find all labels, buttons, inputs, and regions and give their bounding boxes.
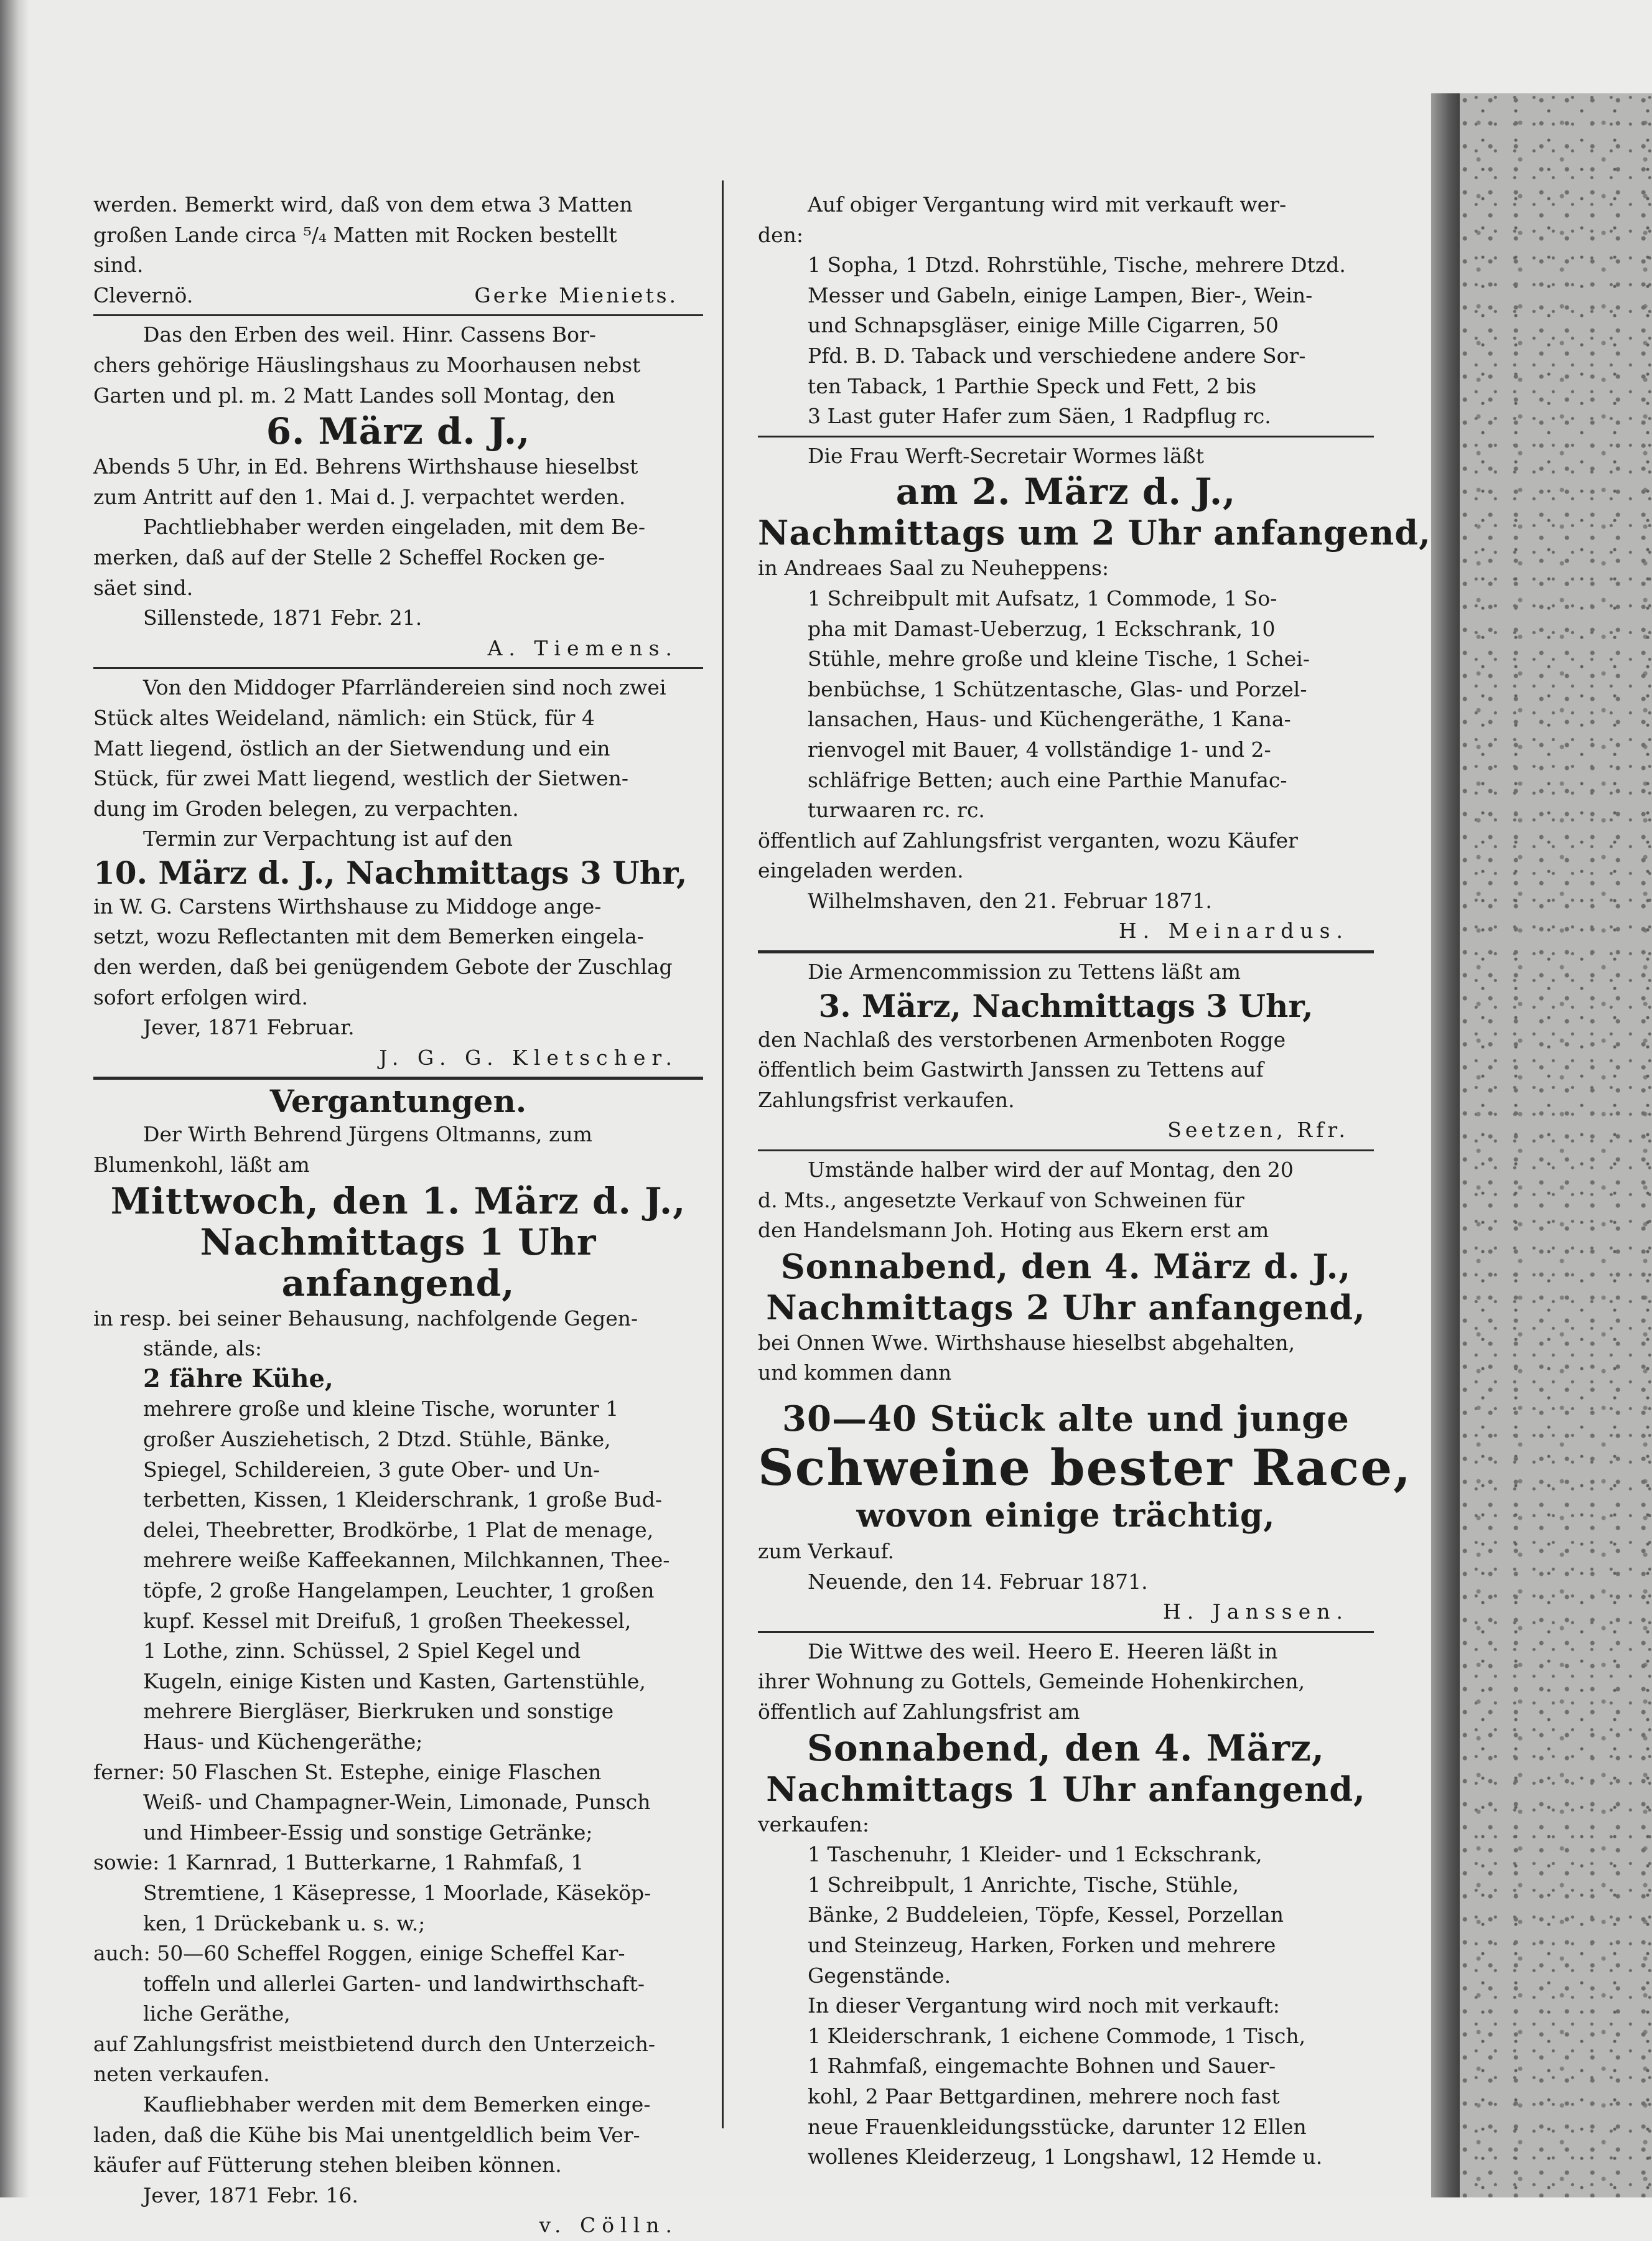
auction-time: Nachmittags um 2 Uhr anfangend, [758, 513, 1431, 553]
notice-separator [758, 1631, 1374, 1633]
item-line: liche Geräthe, [143, 2001, 291, 2026]
scan-left-edge [0, 0, 29, 2197]
notice-separator [758, 950, 1374, 953]
item-line: 1 Schreibpult, 1 Anrichte, Tische, Stühle, [808, 1872, 1239, 1897]
item-line: 1 Lothe, zinn. Schüssel, 2 Spiel Kegel und [143, 1639, 581, 1663]
item-line: und Himbeer-Essig und sonstige Getränke; [143, 1820, 593, 1845]
item-line: kohl, 2 Paar Bettgardinen, mehrere noch fast [808, 2084, 1280, 2108]
item-line: neue Frauenkleidungsstücke, darunter 12 Ellen [808, 2114, 1307, 2139]
notice-meinardus [758, 441, 1431, 947]
place-date: Jever, 1871 Februar. [143, 1015, 355, 1040]
text-line: den: [758, 222, 804, 247]
livestock-headline-large: Schweine bester Race, [758, 1438, 1412, 1497]
item-line: töpfe, 2 große Hangelampen, Leuchter, 1 großen [143, 1578, 655, 1602]
item-line: auch: 50—60 Scheffel Roggen, einige Scheffel Kar- [93, 1941, 625, 1966]
text-line: eingeladen werden. [758, 858, 964, 883]
text-line: den Nachlaß des verstorbenen Armenboten Rogge [758, 1027, 1286, 1052]
auction-date: Sonnabend, den 4. März, [806, 1726, 1325, 1769]
signature: A. Tiemens. [487, 635, 678, 660]
notice-kletscher [93, 673, 703, 1073]
text-line: dung im Groden belegen, zu verpachten. [93, 796, 519, 821]
notice-separator [758, 1149, 1374, 1151]
text-line: Die Frau Werft-Secretair Wormes läßt [808, 443, 1205, 468]
text-line: und kommen dann [758, 1360, 952, 1385]
notice-tiemens [93, 320, 703, 663]
item-line: 3 Last guter Hafer zum Säen, 1 Radpflug rc. [808, 404, 1271, 429]
text-line: öffentlich auf Zahlungsfrist verganten, wozu Käufer [758, 828, 1298, 853]
text-line: Zahlungsfrist verkaufen. [758, 1087, 1015, 1112]
signature: Gerke Mieniets. [474, 283, 678, 307]
item-line: ken, 1 Drückebank u. s. w.; [143, 1911, 426, 1935]
item-line: 1 Kleiderschrank, 1 eichene Commode, 1 Tisch, [808, 2023, 1306, 2048]
text-line: Die Wittwe des weil. Heero E. Heeren läßt in [808, 1639, 1278, 1663]
notice-heeren [758, 1637, 1374, 2173]
text-line: werden. Bemerkt wird, daß von dem etwa 3 Matten [93, 192, 633, 217]
item-line: großer Ausziehetisch, 2 Dtzd. Stühle, Bänke, [143, 1427, 611, 1451]
text-line: Blumenkohl, läßt am [93, 1153, 310, 1177]
text-line: Die Armencommission zu Tettens läßt am [808, 960, 1241, 985]
text-line: Von den Middoger Pfarrländereien sind noch zwei [143, 675, 666, 700]
item-line: mehrere weiße Kaffeekannen, Milchkannen, Thee- [143, 1548, 670, 1573]
auction-date: 10. März d. J., Nachmittags 3 Uhr, [93, 854, 688, 891]
place-date: Neuende, den 14. Februar 1871. [808, 1569, 1148, 1594]
notice-seetzen [758, 957, 1374, 1146]
livestock-subline: wovon einige trächtig, [856, 1497, 1276, 1535]
text-line: Matt liegend, östlich an der Sietwendung und ein [93, 736, 610, 760]
column-divider [722, 180, 724, 2128]
text-line: setzt, wozu Reflectanten mit dem Bemerken eingela- [93, 924, 644, 949]
text-line: verkaufen: [758, 1812, 869, 1836]
item-line: Bänke, 2 Buddeleien, Töpfe, Kessel, Porzellan [808, 1902, 1284, 1927]
text-line: Das den Erben des weil. Hinr. Cassens Bor- [143, 322, 596, 347]
item-line: 1 Rahmfaß, eingemachte Bohnen und Sauer- [808, 2054, 1276, 2079]
item-line: 1 Schreibpult mit Aufsatz, 1 Commode, 1 So- [808, 586, 1277, 611]
item-highlight: 2 fähre Kühe, [143, 1364, 334, 1393]
notice-separator [93, 667, 703, 669]
text-line: chers gehörige Häuslingshaus zu Moorhausen nebst [93, 352, 641, 377]
item-line: 1 Taschenuhr, 1 Kleider- und 1 Eckschrank, [808, 1842, 1262, 1867]
item-line: ferner: 50 Flaschen St. Estephe, einige Flaschen [93, 1759, 602, 1784]
page-edge-shadow [1431, 93, 1462, 2197]
item-line: sowie: 1 Karnrad, 1 Butterkarne, 1 Rahmfaß, 1 [93, 1850, 584, 1875]
auction-date: Mittwoch, den 1. März d. J., [110, 1179, 686, 1222]
text-line: bei Onnen Wwe. Wirthshause hieselbst abgehalten, [758, 1330, 1295, 1355]
text-line: in W. G. Carstens Wirthshause zu Middoge ange- [93, 894, 602, 919]
item-line: delei, Theebretter, Brodkörbe, 1 Plat de menage, [143, 1517, 654, 1542]
text-line: Stück altes Weideland, nämlich: ein Stück, für 4 [93, 705, 595, 730]
text-line: in resp. bei seiner Behausung, nachfolgende Gegen- [93, 1306, 638, 1331]
signature: J. G. G. Kletscher. [379, 1045, 678, 1070]
left-column [93, 190, 703, 2241]
item-line: und Steinzeug, Harken, Forken und mehrere [808, 1932, 1276, 1957]
scan-background-top [1460, 0, 1652, 93]
auction-date: am 2. März d. J., [895, 470, 1236, 513]
auction-date: Sonnabend, den 4. März d. J., [780, 1246, 1351, 1286]
notice-separator [758, 436, 1374, 437]
text-line: zum Antritt auf den 1. Mai d. J. verpachtet werden. [93, 484, 626, 509]
text-line: öffentlich beim Gastwirth Janssen zu Tettens auf [758, 1057, 1264, 1082]
auction-time: Nachmittags 2 Uhr anfangend, [766, 1287, 1366, 1327]
text-line: den Handelsmann Joh. Hoting aus Ekern erst am [758, 1218, 1269, 1243]
item-line: 1 Sopha, 1 Dtzd. Rohrstühle, Tische, mehrere Dtzd. [808, 253, 1346, 278]
item-line: wollenes Kleiderzeug, 1 Longshawl, 12 Hemde u. [808, 2145, 1323, 2169]
section-separator [93, 1077, 703, 1080]
item-line: mehrere große und kleine Tische, worunter 1 [143, 1397, 619, 1421]
item-line: Gegenstände. [808, 1963, 951, 1988]
auction-date: 6. März d. J., [266, 410, 531, 453]
text-line: den werden, daß bei genügendem Gebote der Zuschlag [93, 955, 673, 980]
text-line: Termin zur Verpachtung ist auf den [143, 826, 513, 851]
text-line: säet sind. [93, 575, 194, 600]
text-line: zum Verkauf. [758, 1539, 894, 1563]
item-line: benbüchse, 1 Schützentasche, Glas- und Porzel- [808, 676, 1307, 701]
item-line: Stremtiene, 1 Käsepresse, 1 Moorlade, Käseköp- [143, 1880, 651, 1905]
text-line: käufer auf Fütterung stehen bleiben können. [93, 2153, 562, 2178]
text-line: Umstände halber wird der auf Montag, den 20 [808, 1158, 1294, 1182]
text-line: stände, als: [143, 1336, 263, 1361]
text-line: Pachtliebhaber werden eingeladen, mit dem Be- [143, 515, 646, 540]
text-line: öffentlich auf Zahlungsfrist am [758, 1699, 1080, 1724]
item-line: Kugeln, einige Kisten und Kasten, Gartenstühle, [143, 1668, 646, 1693]
text-line: Stück, für zwei Matt liegend, westlich der Sietwen- [93, 766, 628, 791]
notice-separator [93, 314, 703, 316]
item-line: Messer und Gabeln, einige Lampen, Bier-, Wein- [808, 283, 1313, 307]
text-line: In dieser Vergantung wird noch mit verkauft: [808, 1993, 1280, 2018]
livestock-headline: 30—40 Stück alte und junge [782, 1398, 1350, 1439]
notice-mieniets [93, 190, 703, 311]
text-line: großen Lande circa ⁵/₄ Matten mit Rocken bestellt [93, 222, 617, 247]
item-line: Weiß- und Champagner-Wein, Limonade, Punsch [143, 1790, 651, 1815]
right-column [758, 190, 1431, 2173]
item-line: turwaaren rc. rc. [808, 798, 985, 823]
text-line: Garten und pl. m. 2 Matt Landes soll Montag, den [93, 383, 615, 408]
item-line: Haus- und Küchengeräthe; [143, 1729, 423, 1754]
text-line: in Andreaes Saal zu Neuheppens: [758, 556, 1109, 581]
item-line: toffeln und allerlei Garten- und landwirthschaft- [143, 1971, 645, 1996]
text-line: ihrer Wohnung zu Gottels, Gemeinde Hohenkirchen, [758, 1669, 1305, 1694]
text-line: Abends 5 Uhr, in Ed. Behrens Wirthshause hieselbst [93, 454, 638, 479]
item-line: Stühle, mehre große und kleine Tische, 1 Schei- [808, 647, 1310, 671]
auction-date: 3. März, Nachmittags 3 Uhr, [818, 987, 1314, 1024]
section-heading: Vergantungen. [269, 1083, 527, 1120]
text-line: Der Wirth Behrend Jürgens Oltmanns, zum [143, 1122, 592, 1147]
signature: v. Cölln. [539, 2213, 678, 2238]
item-line: pha mit Damast-Ueberzug, 1 Eckschrank, 10 [808, 616, 1276, 641]
signature: H. Janssen. [1162, 1599, 1349, 1624]
item-line: rienvogel mit Bauer, 4 vollständige 1- und 2- [808, 737, 1271, 762]
text-line: merken, daß auf der Stelle 2 Scheffel Rocken ge- [93, 545, 605, 569]
text-line: Kaufliebhaber werden mit dem Bemerken einge- [143, 2092, 651, 2117]
book-cover-board [1460, 93, 1652, 2197]
item-line: und Schnapsgläser, einige Mille Cigarren, 50 [808, 313, 1279, 338]
place-signature-row [93, 281, 703, 311]
text-line: laden, daß die Kühe bis Mai unentgeldlich beim Ver- [93, 2122, 640, 2147]
auction-time: Nachmittags 1 Uhr anfangend, [200, 1220, 597, 1304]
notice-additional-items [758, 190, 1374, 432]
text-line: d. Mts., angesetzte Verkauf von Schweinen für [758, 1187, 1244, 1212]
signature: Seetzen, Rfr. [1167, 1118, 1349, 1143]
notice-coelln [93, 1083, 703, 2241]
text-line: sind. [93, 253, 144, 278]
notice-janssen [758, 1155, 1412, 1627]
auction-time: Nachmittags 1 Uhr anfangend, [766, 1769, 1366, 1809]
text-line: neten verkaufen. [93, 2062, 270, 2087]
item-line: kupf. Kessel mit Dreifuß, 1 großen Theekessel, [143, 1608, 632, 1633]
text-line: auf Zahlungsfrist meistbietend durch den Unterzeich- [93, 2031, 656, 2056]
place-date: Wilhelmshaven, den 21. Februar 1871. [808, 888, 1212, 913]
item-line: ten Taback, 1 Parthie Speck und Fett, 2 bis [808, 373, 1257, 398]
item-line: schläfrige Betten; auch eine Parthie Manufac- [808, 767, 1287, 792]
item-line: Pfd. B. D. Taback und verschiedene andere Sor- [808, 343, 1306, 368]
place-date: Jever, 1871 Febr. 16. [143, 2183, 358, 2207]
place-date: Sillenstede, 1871 Febr. 21. [143, 606, 422, 630]
place-date: Clevernö. [93, 283, 194, 307]
text-line: Auf obiger Vergantung wird mit verkauft wer- [808, 192, 1287, 217]
text-line: sofort erfolgen wird. [93, 985, 308, 1009]
item-line: lansachen, Haus- und Küchengeräthe, 1 Kana- [808, 707, 1291, 732]
item-line: mehrere Biergläser, Bierkruken und sonstige [143, 1699, 614, 1724]
item-line: terbetten, Kissen, 1 Kleiderschrank, 1 große Bud- [143, 1487, 662, 1512]
item-line: Spiegel, Schildereien, 3 gute Ober- und Un- [143, 1457, 600, 1482]
signature: H. Meinardus. [1118, 919, 1349, 943]
